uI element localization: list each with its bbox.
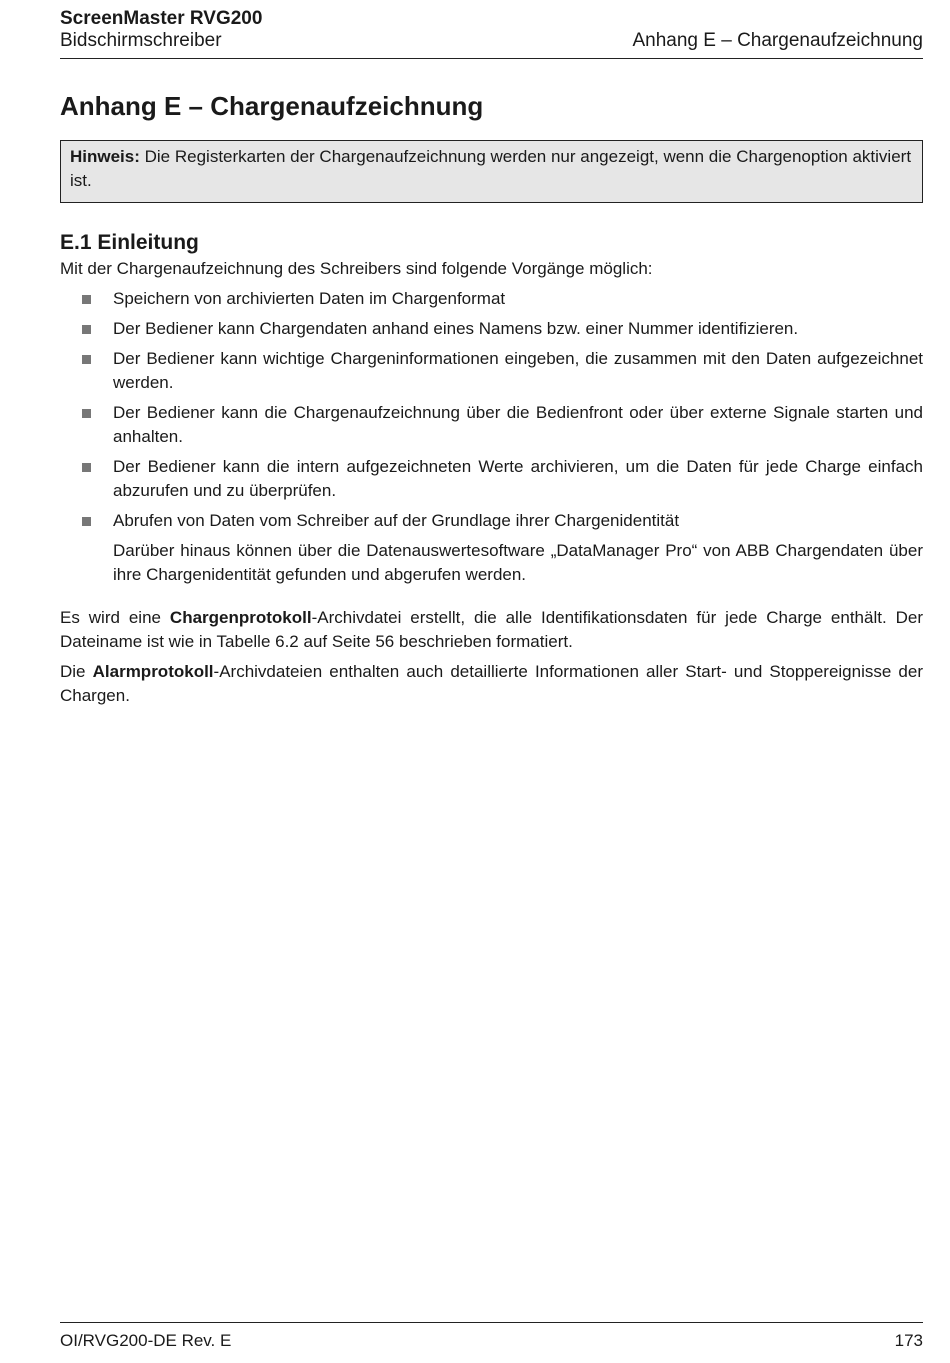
- list-item: [60, 287, 923, 311]
- header-product-name: ScreenMaster RVG200: [60, 8, 263, 29]
- list-item: [60, 401, 923, 449]
- note-box: [60, 140, 923, 203]
- bold-term: Chargenprotokoll: [169, 608, 312, 627]
- header-section-title: Anhang E – Chargenaufzeichnung: [632, 30, 923, 51]
- square-bullet-icon: [82, 355, 91, 364]
- list-item-text: Der Bediener kann Chargendaten anhand eines Namens bzw. einer Nummer identifizieren.: [113, 319, 799, 338]
- list-item: [60, 347, 923, 395]
- list-item-text: Abrufen von Daten vom Schreiber auf der Grundlage ihrer Chargenidentität: [113, 511, 680, 530]
- list-item: [60, 317, 923, 341]
- note-label: Hinweis:: [70, 147, 140, 166]
- page-footer: [60, 1322, 923, 1350]
- footer-document-id: OI/RVG200-DE Rev. E: [60, 1331, 232, 1350]
- paragraph-charge-protocol: [60, 606, 923, 654]
- paragraph-rest: -Archivdatei erstellt, die alle Identifikationsdaten für jede Charge enthält. Der Dateiname ist wie in Tabelle 6.2 auf Seite 56 beschrieben formatiert.: [60, 608, 923, 651]
- square-bullet-icon: [82, 409, 91, 418]
- paragraph-alarm-protocol: [60, 660, 923, 708]
- square-bullet-icon: [82, 463, 91, 472]
- square-bullet-icon: [82, 517, 91, 526]
- list-item-text: Der Bediener kann die Chargenaufzeichnung über die Bedienfront oder über externe Signale starten und anhalten.: [113, 403, 923, 446]
- list-item: [60, 455, 923, 503]
- square-bullet-icon: [82, 295, 91, 304]
- list-item-text: Der Bediener kann wichtige Chargeninformationen eingeben, die zusammen mit den Daten aufgezeichnet werden.: [113, 349, 923, 392]
- header-subtitle: Bidschirmschreiber: [60, 30, 222, 51]
- list-item-text: Der Bediener kann die intern aufgezeichneten Werte archivieren, um die Daten für jede Charge einfach abzurufen und zu überprüfen.: [113, 457, 923, 500]
- feature-list: [60, 287, 923, 587]
- page-title: Anhang E – Chargenaufzeichnung: [60, 91, 484, 121]
- section-heading: E.1 Einleitung: [60, 231, 199, 254]
- document-page: [60, 0, 923, 1363]
- square-bullet-icon: [82, 325, 91, 334]
- paragraph-rest: -Archivdateien enthalten auch detaillierte Informationen aller Start- und Stoppereignisse der Chargen.: [60, 662, 923, 705]
- paragraph-prefix: Es wird eine: [60, 608, 170, 627]
- section-intro: Mit der Chargenaufzeichnung des Schreibers sind folgende Vorgänge möglich:: [60, 259, 653, 278]
- footer-page-number: 173: [894, 1331, 923, 1350]
- list-item: [60, 509, 923, 533]
- paragraph-prefix: Die: [60, 662, 93, 681]
- bold-term: Alarmprotokoll: [92, 662, 214, 681]
- list-item-text: Speichern von archivierten Daten im Chargenformat: [113, 289, 506, 308]
- list-item-continuation: Darüber hinaus können über die Datenauswertesoftware „DataManager Pro“ von ABB Chargendaten über ihre Chargenidentität gefunden und abgerufen werden.: [113, 541, 923, 584]
- page-header: [60, 8, 923, 59]
- note-text: Die Registerkarten der Chargenaufzeichnung werden nur angezeigt, wenn die Chargenoption aktiviert ist.: [70, 147, 912, 190]
